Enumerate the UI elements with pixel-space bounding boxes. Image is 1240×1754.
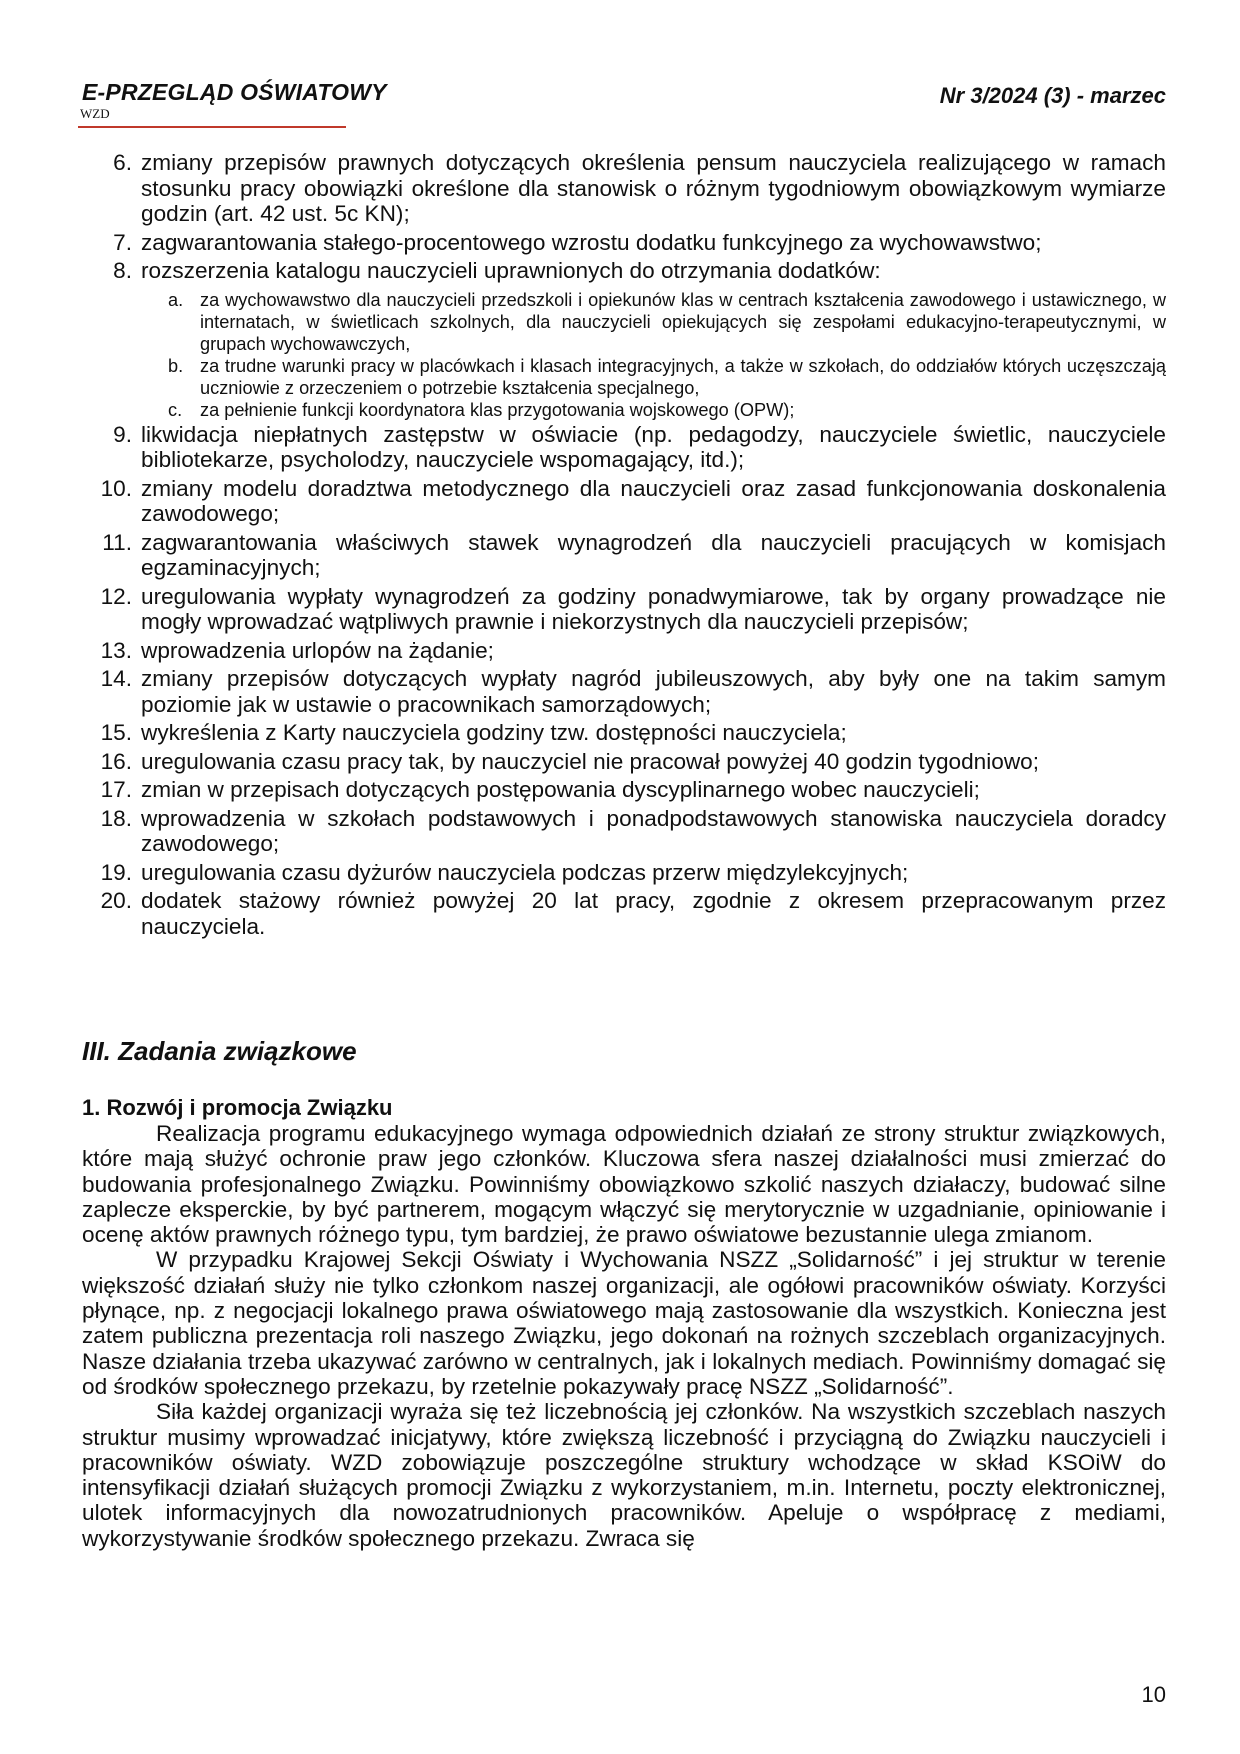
list-text: zmiany przepisów dotyczących wypłaty nagród jubileuszowych, aby były one na takim samym poziomie jak w ustawie o pracownikach samorządowych; [141,666,1166,717]
list-item [84,422,1166,473]
list-number: 11. [102,529,132,555]
list-number: 6. [113,150,132,175]
list-text: zmiany przepisów prawnych dotyczących określenia pensum nauczyciela realizującego w ramach stosunku pracy obowiązki określone dla stanowisk o różnym tygodniowym obowiązkowym wymiarze godzin (art. 42 ust. 5c KN); [141,150,1166,226]
demands-list [84,150,1166,942]
list-item [84,749,1166,775]
list-number: 20. [100,888,132,913]
sub-list-text: za trudne warunki pracy w placówkach i klasach integracyjnych, a także w szkołach, do oddziałów których uczęszczają uczniowie z orzeczeniem o potrzebie kształcenia specjalnego, [200,355,1166,398]
sub-list-letter: c. [168,399,183,420]
list-item [84,806,1166,857]
list-item [84,720,1166,746]
list-number: 17. [100,777,132,802]
paragraph: W przypadku Krajowej Sekcji Oświaty i Wychowania NSZZ „Solidarność” i jej struktur w terenie większość działań służy nie tylko członkom naszej organizacji, ale ogółowi pracowników oświaty. Korzyści płynące, np. z negocjacji lokalnego prawa oświatowego mają zastosowanie dla wszystkich. Konieczna jest zatem publiczna prezentacja roli naszego Związku, jego dokonań na rożnych szczeblach organizacyjnych. Nasze działania trzeba ukazywać zarówno w centralnych, jak i lokalnych mediach. Powinniśmy domagać się od środków społecznego przekazu, by rzetelnie pokazywały pracę NSZZ „Solidarność”. [82,1247,1166,1399]
header-rule [78,126,346,128]
issue-label: Nr 3/2024 (3) - marzec [939,83,1166,108]
list-text: rozszerzenia katalogu nauczycieli uprawnionych do otrzymania dodatków: [141,258,881,283]
sub-list-letter: b. [168,355,184,376]
paragraph: Realizacja programu edukacyjnego wymaga odpowiednich działań ze strony struktur związkowych, które mają służyć ochronie praw jego członków. Kluczowa sfera naszej działalności musi zmierzać do budowania profesjonalnego Związku. Powinniśmy obowiązkowo szkolić naszych działaczy, budować silne zaplecze eksperckie, by być partnerem, mogącym włączyć się merytorycznie w uzgadnianie, opiniowanie i ocenę aktów prawnych różnego typu, tym bardziej, że prawo oświatowe bezustannie ulega zmianom. [82,1121,1166,1248]
page-number: 10 [1141,1682,1166,1707]
list-text: likwidacja niepłatnych zastępstw w oświacie (np. pedagodzy, nauczyciele świetlic, nauczyciele bibliotekarze, psycholodzy, nauczyciele wspomagający, itd.); [141,421,1166,472]
list-item [84,258,1166,284]
list-text: wprowadzenia urlopów na żądanie; [141,637,494,663]
list-item [84,584,1166,635]
list-number: 13. [100,637,132,663]
list-item [84,777,1166,803]
list-number: 12. [100,583,132,609]
list-item [84,230,1166,256]
sub-list [84,289,1166,421]
section-body [82,1121,1166,1551]
list-number: 18. [100,805,132,831]
sub-list-letter: a. [168,289,184,310]
sub-list-text: za wychowawstwo dla nauczycieli przedszkoli i opiekunów klas w centrach kształcenia zawodowego i ustawicznego, w internatach, w świetlicach szkolnych, dla nauczycieli opiekujących się zespołami edukacyjno-terapeutycznymi, w grupach wychowawczych, [200,289,1166,354]
list-text: zagwarantowania właściwych stawek wynagrodzeń dla nauczycieli pracujących w komisjach egzaminacyjnych; [141,529,1166,580]
list-item [84,860,1166,886]
journal-title: E-PRZEGLĄD OŚWIATOWY [82,79,387,105]
sub-list-item [84,289,1166,355]
list-text: zmian w przepisach dotyczących postępowania dyscyplinarnego wobec nauczycieli; [141,777,980,802]
sub-list-item [84,355,1166,399]
list-number: 15. [100,720,132,745]
subsection-heading: 1. Rozwój i promocja Związku [82,1095,393,1120]
list-number: 16. [100,748,132,774]
list-number: 9. [113,421,132,447]
list-item [84,476,1166,527]
list-text: uregulowania czasu pracy tak, by nauczyciel nie pracował powyżej 40 godzin tygodniowo; [141,748,1039,774]
list-number: 7. [113,229,132,255]
list-number: 10. [100,475,132,501]
list-item [84,638,1166,664]
sub-list-text: za pełnienie funkcji koordynatora klas przygotowania wojskowego (OPW); [200,399,795,420]
list-number: 8. [113,258,132,283]
list-text: wprowadzenia w szkołach podstawowych i ponadpodstawowych stanowiska nauczyciela doradcy zawodowego; [141,805,1166,856]
list-text: zmiany modelu doradztwa metodycznego dla nauczycieli oraz zasad funkcjonowania doskonalenia zawodowego; [141,475,1166,526]
sub-list-item [84,399,1166,421]
list-text: dodatek stażowy również powyżej 20 lat pracy, zgodnie z okresem przepracowanym przez nauczyciela. [141,888,1166,939]
list-item [84,530,1166,581]
list-text: wykreślenia z Karty nauczyciela godziny tzw. dostępności nauczyciela; [141,720,847,745]
list-text: uregulowania czasu dyżurów nauczyciela podczas przerw międzylekcyjnych; [141,859,909,885]
list-item [84,666,1166,717]
paragraph: Siła każdej organizacji wyraża się też liczebnością jej członków. Na wszystkich szczeblach naszych struktur musimy wprowadzać inicjatywy, które zwiększą liczebność i przyciągną do Związku nauczycieli i pracowników oświaty. WZD zobowiązuje poszczególne struktury wchodzące w skład KSOiW do intensyfikacji działań służących promocji Związku z wykorzystaniem, m.in. Internetu, poczty elektronicznej, ulotek informacyjnych dla nowozatrudnionych pracowników. Apeluje o współpracę z mediami, wykorzystywanie środków społecznego przekazu. Zwraca się [82,1399,1166,1551]
list-item [84,150,1166,227]
list-text: zagwarantowania stałego-procentowego wzrostu dodatku funkcyjnego za wychowawstwo; [141,229,1042,255]
list-text: uregulowania wypłaty wynagrodzeń za godziny ponadwymiarowe, tak by organy prowadzące nie mogły wprowadzać wątpliwych prawnie i niekorzystnych dla nauczycieli przepisów; [141,583,1166,634]
list-number: 19. [100,859,132,885]
journal-subtitle: WZD [80,106,110,121]
section-heading: III. Zadania związkowe [82,1036,357,1066]
list-item [84,888,1166,939]
list-number: 14. [100,666,132,691]
